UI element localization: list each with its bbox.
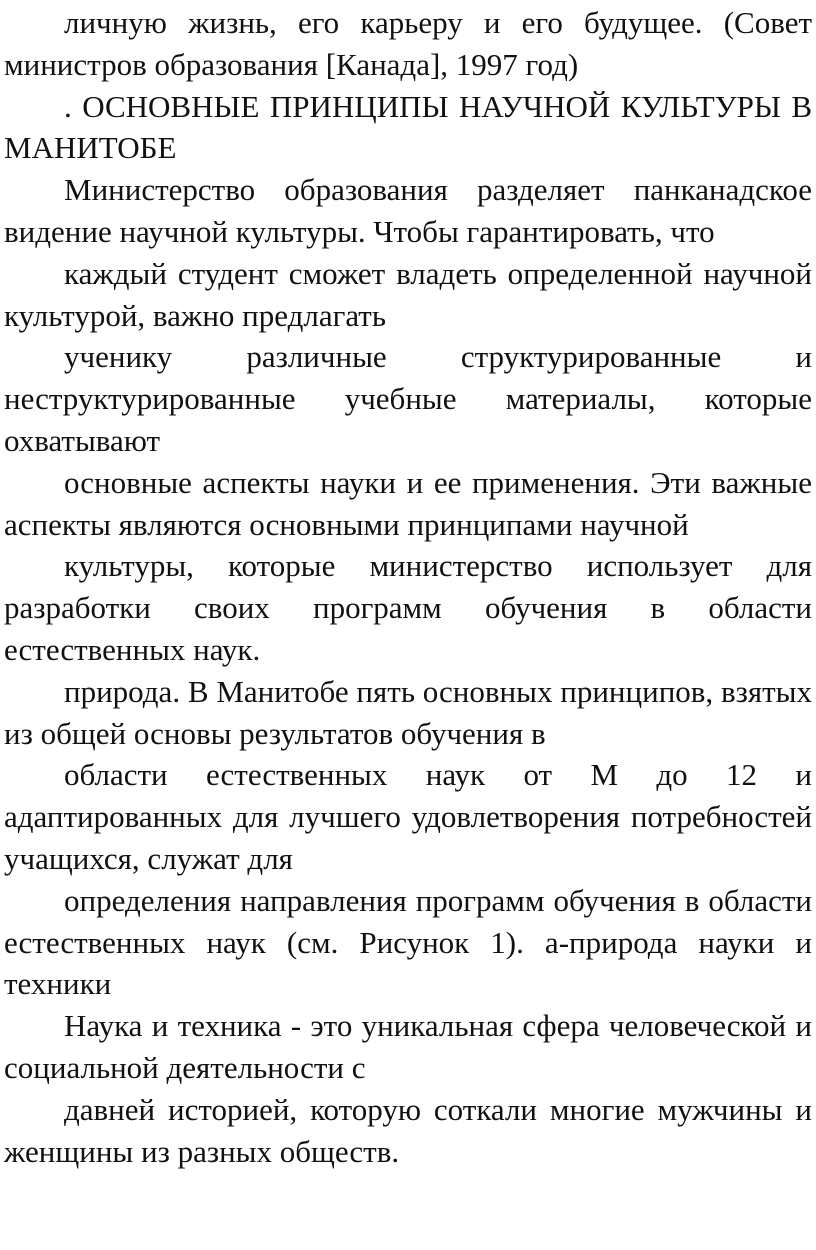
paragraph-8: природа. В Манитобе пять основных принципов, взятых из общей основы результатов обучения в [4, 673, 812, 751]
paragraph-1: личную жизнь, его карьеру и его будущее. (Совет министров образования [Канада], 1997 год) [4, 5, 812, 82]
paragraph-9: области естественных наук от М до 12 и адаптированных для лучшего удовлетворения потребностей учащихся, служат для [4, 757, 812, 876]
paragraph-4: каждый студент сможет владеть определенной научной культурой, важно предлагать [4, 255, 812, 333]
paragraph-6: основные аспекты науки и ее применения. Эти важные аспекты являются основными принципами научной [4, 464, 812, 542]
paragraph-7: культуры, которые министерство использует для разработки своих программ обучения в области естественных наук. [4, 548, 812, 667]
paragraph-10: определения направления программ обучения в области естественных наук (см. Рисунок 1). а-природа науки и техники [4, 882, 812, 1002]
paragraph-3: Министерство образования разделяет панканадское видение научной культуры. Чтобы гарантировать, что [4, 172, 812, 249]
section-heading: . ОСНОВНЫЕ ПРИНЦИПЫ НАУЧНОЙ КУЛЬТУРЫ В МАНИТОБЕ [4, 88, 812, 166]
paragraph-11: Наука и техника - это уникальная сфера человеческой и социальной деятельности с [4, 1008, 812, 1085]
paragraph-5: ученику различные структурированные и неструктурированные учебные материалы, которые охватывают [4, 339, 812, 458]
paragraph-12: давней историей, которую соткали многие мужчины и женщины из разных обществ. [4, 1091, 812, 1169]
